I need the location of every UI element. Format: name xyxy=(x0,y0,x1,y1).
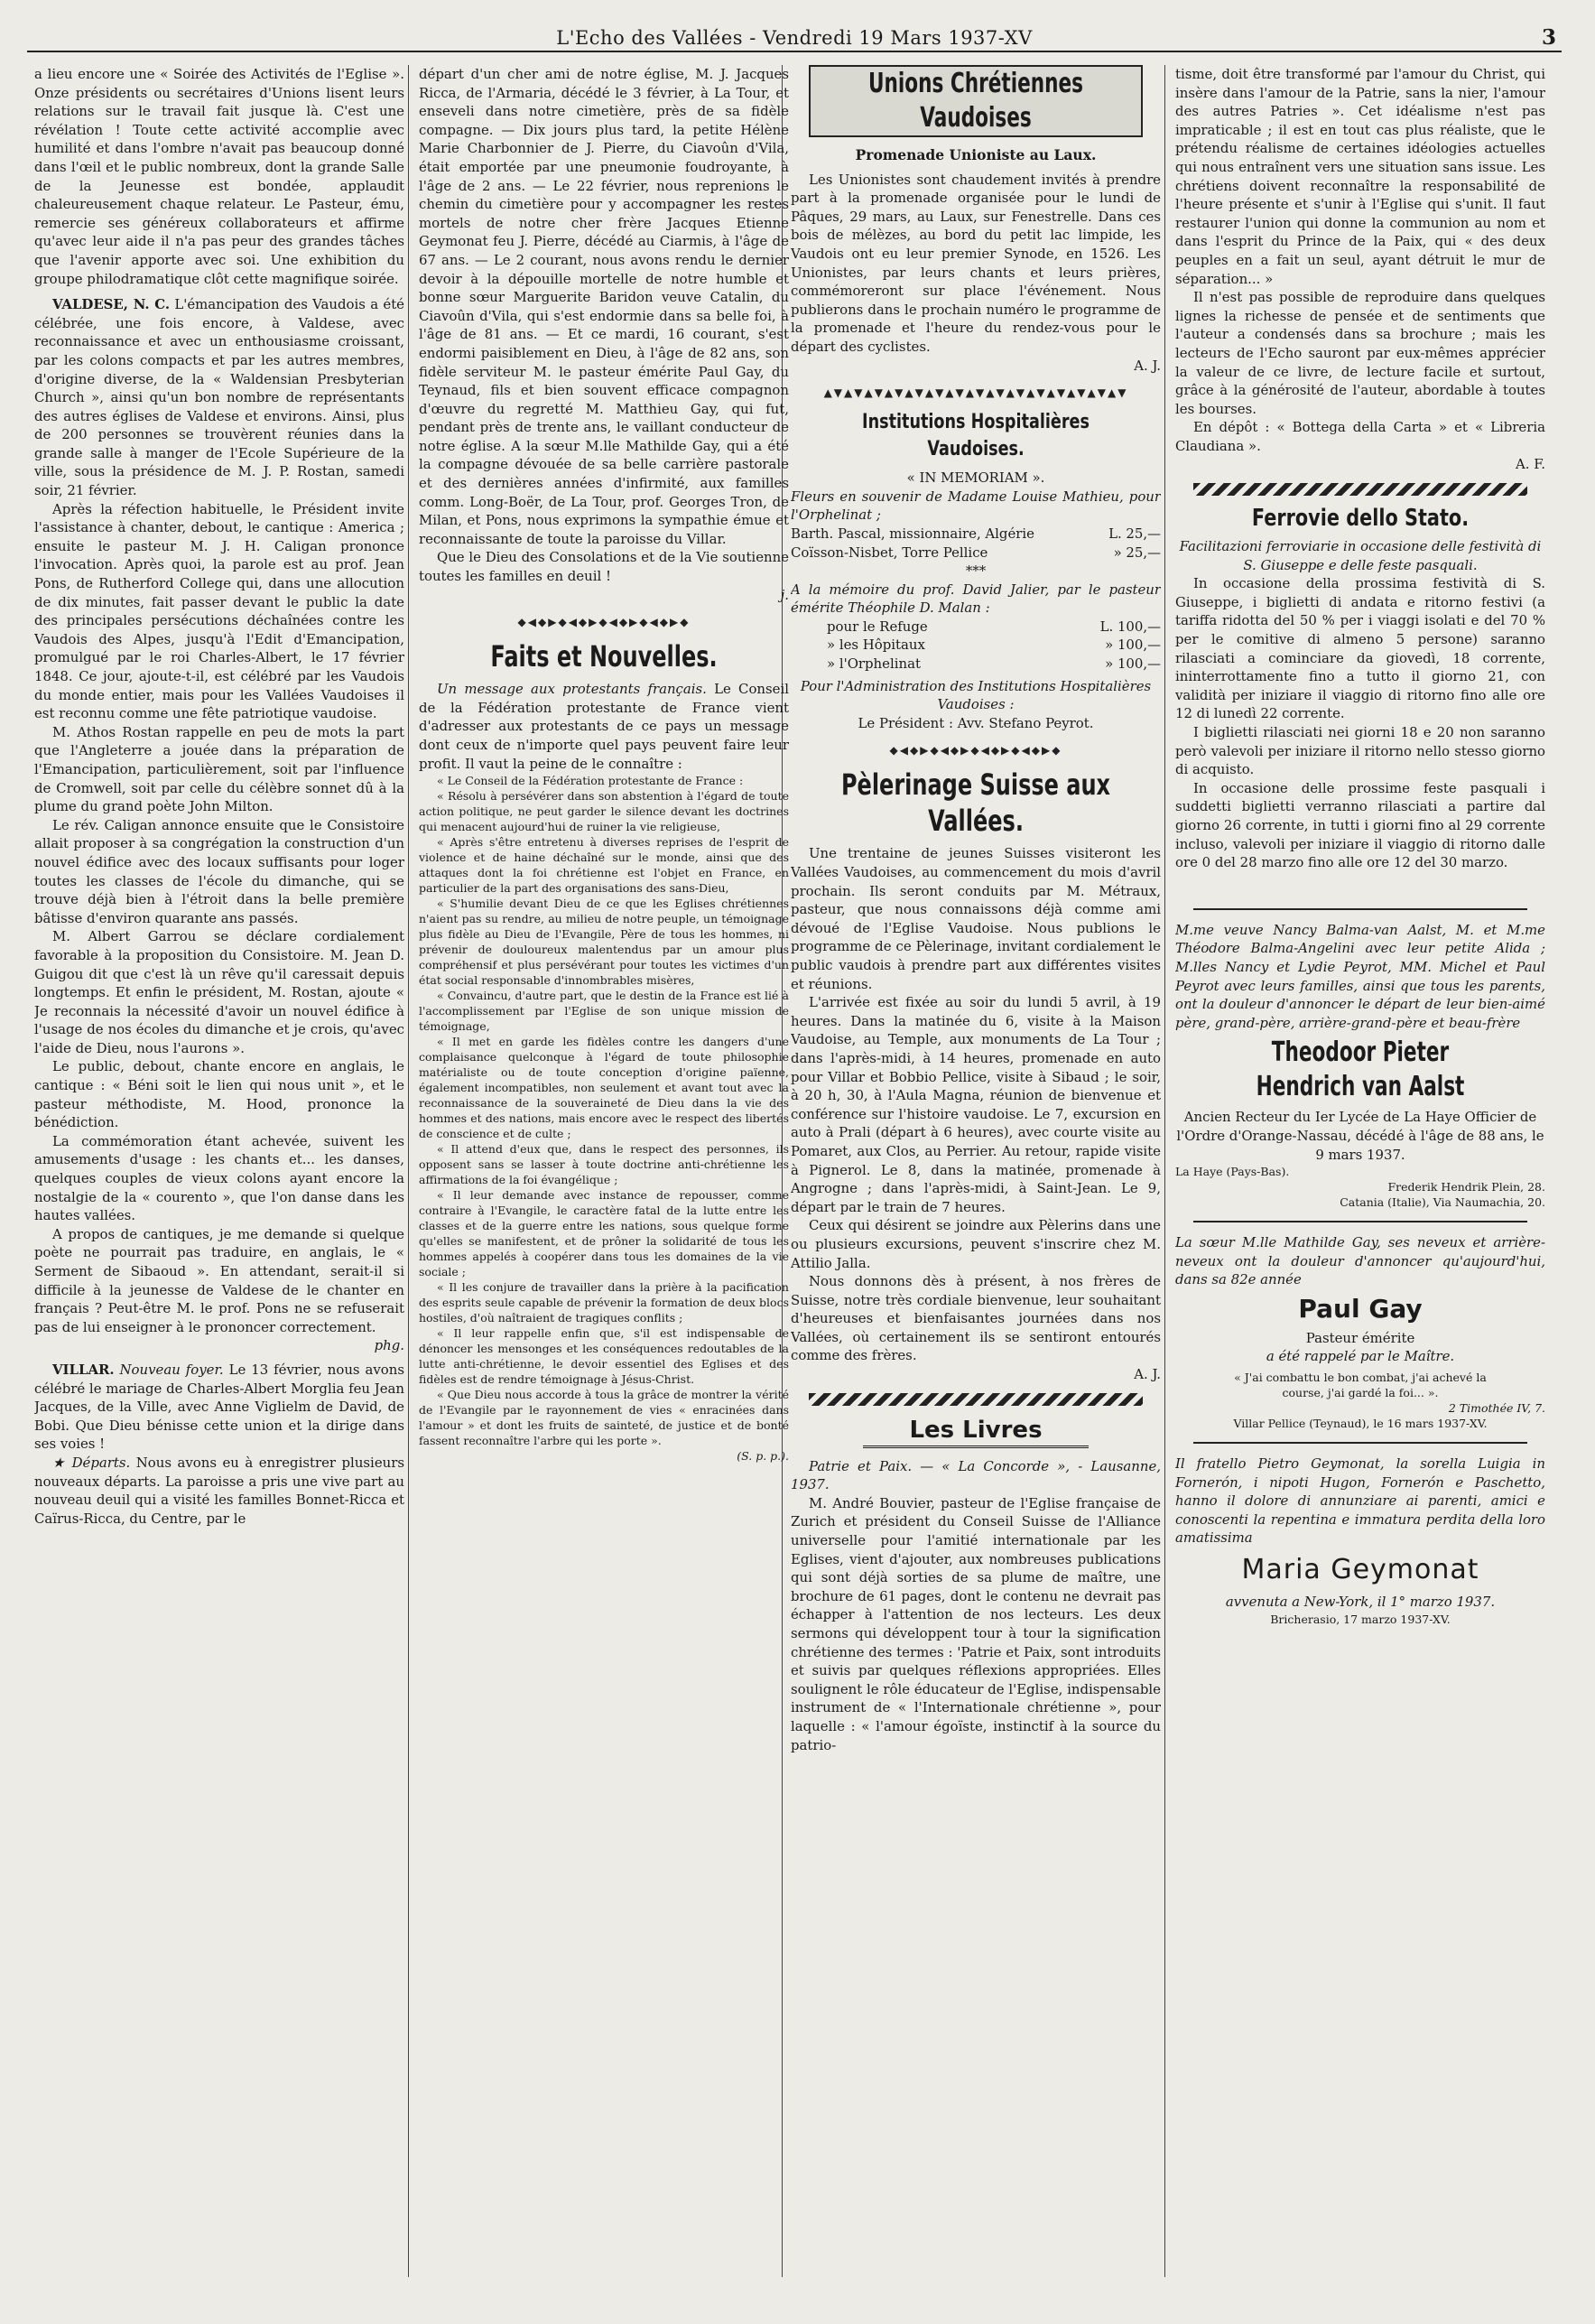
article-paragraph: Que le Dieu des Consolations et de la Vie soutienne toutes les familles en deuil ! xyxy=(419,549,789,585)
section-heading: Faits et Nouvelles. xyxy=(490,639,718,674)
section-subheading: Promenade Unioniste au Laux. xyxy=(855,146,1097,163)
article-paragraph: a lieu encore une « Soirée des Activités de l'Eglise ». Onze présidents ou secrétaires d'Unions lisent leurs relations sur le travail fait jusque là. C'est une révélation ! Toute cette activité accomplie avec humilité et dans l'ombre n'avait pas beaucoup donné dans l'œil et le public nombreux, dont la grande Salle de la Jeunesse est bondée, applaudit chaleureusement chaque relateur. Le Pasteur, ému, remercie ses généreux collaborateurs et affirme qu'avec leur aide il n'a pas peur des grandes tâches que l'avenir apporte avec soi. Une exhibition du groupe philodramatique clôt cette magnifique soirée. xyxy=(34,66,404,287)
article-paragraph: « Il leur rappelle enfin que, s'il est indispensable de dénoncer les mensonges et les conséquences redoutables de la lutte anti-chrétienne, le devoir essentiel des Eglises et des fidèles est de rendre témoignage à Jésus-Christ. xyxy=(419,1326,789,1387)
article-paragraph: M. Athos Rostan rappelle en peu de mots la part que l'Angleterre a jouée dans la préparation de l'Emancipation, particulièrement, soit par l'influence de Cromwell, soit par celle du célèbre sonnet dû à la plume du grand poète John Milton. xyxy=(34,723,404,815)
signature: A. J. xyxy=(1134,357,1161,374)
obituary-name: Maria Geymonat xyxy=(1241,1554,1479,1586)
article-paragraph: Nous donnons dès à présent, à nos frères de Suisse, notre très cordiale bienvenue, leur souhaitant d'heureuses et bienfaisantes journées dans nos Vallées, où certainement ils se sentiront entourés comme des frères. xyxy=(791,1273,1161,1364)
article-paragraph: « Convaincu, d'autre part, que le destin de la France est lié à l'accomplissement par l'Eglise de son unique mission de témoignage, xyxy=(419,989,789,1034)
obituary-address: Catania (Italie), Via Naumachia, 20. xyxy=(1340,1195,1545,1210)
article-paragraph: VILLAR. Nouveau foyer. Le 13 février, nous avons célébré le mariage de Charles-Albert Morglia feu Jean Jacques, de la Ville, avec Anne Viglielm de David, de Bobi. Que Dieu bénisse cette union et la dirige dans ses voies ! xyxy=(34,1361,404,1453)
page-number: 3 xyxy=(1541,25,1556,50)
donation-row: » les Hôpitaux » 100,— xyxy=(827,637,1161,654)
section-heading: Unions Chrétiennes Vaudoises xyxy=(809,65,1143,137)
article-paragraph: En dépôt : « Bottega della Carta » et « Libreria Claudiana ». xyxy=(1175,419,1545,454)
obituary-address: Frederik Hendrik Plein, 28. xyxy=(1387,1180,1545,1195)
signature: phg. xyxy=(374,1337,404,1354)
article-paragraph: « Que Dieu nous accorde à tous la grâce de montrer la vérité de l'Evangile par le rayonnement de vies « enracinées dans l'amour » et dont les fruits de sainteté, de justice et de bonté fassent reconnaître l'arbre qui les porte ». xyxy=(419,1388,789,1448)
column-2 xyxy=(419,65,789,2295)
section-heading: Ferrovie dello Stato. xyxy=(1251,505,1470,533)
subhead: Un message aux protestants français. xyxy=(437,681,707,698)
dateline: VILLAR. xyxy=(52,1361,115,1378)
donation-row: Barth. Pascal, missionnaire, Algérie L. 25,— xyxy=(791,525,1161,542)
obituary-text: La sœur M.lle Mathilde Gay, ses neveux et arrière-neveux ont la douleur d'annoncer qu'aujourd'hui, dans sa 82e année xyxy=(1175,1234,1545,1288)
article-paragraph: VALDESE, N. C. L'émancipation des Vaudois a été célébrée, une fois encore, à Valdese, avec reconnaissance et avec un enthousiasme croissant, par les colons compacts et par les autres membres, d'origine diverse, de la « Waldensian Presbyterian Church », ainsi qu'un bon nombre de représentants des autres églises de Valdese et environs. Ainsi, plus de 200 personnes se trouvèrent réunies dans la grande salle à manger de l'Ecole Supérieure de la ville, sous la présidence de M. J. P. Rostan, samedi soir, 21 février. xyxy=(34,296,404,499)
admin-signature: Le Président : Avv. Stefano Peyrot. xyxy=(858,714,1094,731)
article-paragraph: « Il leur demande avec instance de repousser, comme contraire à l'Evangile, le caractère fatal de la lutte entre les classes et de la guerre entre les nations, sous quelque forme qu'elles se manifestent, et de prôner la solidarité de tous les hommes appelés à coopérer dans tous les domaines de la vie sociale ; xyxy=(419,1188,789,1279)
obituary-verse: « J'ai combattu le bon combat, j'ai achevé la course, j'ai gardé la foi... ». xyxy=(1234,1371,1487,1400)
column-4 xyxy=(1175,65,1545,2295)
article-paragraph: A propos de cantiques, je me demande si quelque poète ne pourrait pas traduire, en anglais, le « Serment de Sibaoud ». En attendant, serait-il si difficile à la jeunesse de Valdese de le chanter en français ? Peut-être M. le prof. Pons ne se refuserait pas de lui enseigner à le prononcer correctement. xyxy=(34,1225,404,1335)
article-paragraph: Le public, debout, chante encore en anglais, le cantique : « Béni soit le lien qui nous unit », et le pasteur méthodiste, M. Hood, prononce la bénédiction. xyxy=(34,1058,404,1131)
article-paragraph: tisme, doit être transformé par l'amour du Christ, qui insère dans l'amour de la Patrie, sans la nier, l'amour des autres Patries ». Cet idéalisme n'est pas impraticable ; il est en tout cas plus réaliste, que le prétendu réalisme de certaines idéologies actuelles qui nous entraînent vers une situation sans issue. Les chrétiens doivent reconnaître la responsabilité de l'heure présente et s'unir à l'Eglise qui s'unit. Il faut restaurer l'union qui donne la communion au nom et dans l'esprit du Prince de la Paix, qui « des deux peuples en a fait un seul, ayant détruit le mur de séparation... » xyxy=(1175,66,1545,287)
column-rule xyxy=(408,65,409,2277)
article-paragraph: Ceux qui désirent se joindre aux Pèlerins dans une ou plusieurs excursions, peuvent s'inscrire chez M. Attilio Jalla. xyxy=(791,1217,1161,1271)
article-paragraph: Fleurs en souvenir de Madame Louise Mathieu, pour l'Orphelinat ; xyxy=(791,488,1161,524)
obituary-text: M.me veuve Nancy Balma-van Aalst, M. et M.me Théodore Balma-Angelini avec leur petite Alida ; M.lles Nancy et Lydie Peyrot, MM. Michel et Paul Peyrot avec leurs familles, ainsi que tous les parents, ont la douleur d'annoncer le départ de leur bien-aimé père, grand-père, arrière-grand-père et beau-frère xyxy=(1175,921,1545,1031)
masthead: L'Echo des Vallées - Vendredi 19 Mars 1937-XV xyxy=(556,27,1033,49)
article-paragraph: Un message aux protestants français. Le Conseil de la Fédération protestante de France vient d'adresser aux protestants de ce pays un message dont ceux de n'importe quel pays peuvent faire leur profit. Il vaut la peine de le connaître : xyxy=(419,681,789,772)
obituary-detail: avvenuta a New-York, il 1° marzo 1937. xyxy=(1225,1594,1496,1611)
signature: (S. p. p.). xyxy=(737,1449,789,1464)
article-paragraph: In occasione della prossima festività di S. Giuseppe, i biglietti di andata e ritorno festivi (a tariffa ridotta del 50 % per i viaggi isolati e del 70 % per le comitive di almeno 5 persone) saranno rilasciati a cominciare da giovedì, 18 corrente, ininterrottamente fino a tutto il giorno 21, con validità per iniziare il viaggio di ritorno fino alle ore 12 di lunedì 22 corrente. xyxy=(1175,575,1545,722)
donation-row: » l'Orphelinat » 100,— xyxy=(827,655,1161,673)
obituary-name: Paul Gay xyxy=(1298,1293,1423,1324)
signature: A. J. xyxy=(1134,1366,1161,1383)
column-3 xyxy=(791,65,1161,2295)
section-subheading: Facilitazioni ferroviarie in occasione delle festività di S. Giuseppe e delle feste pasquali. xyxy=(1179,538,1542,573)
divider xyxy=(1193,1221,1527,1222)
article-paragraph: « Après s'être entretenu à diverses reprises de l'esprit de violence et de haine déchaîné sur le monde, ainsi que des attaques dont la foi chrétienne est l'objet en France, en particulier de la part des organisations des sans-Dieu, xyxy=(419,835,789,896)
obituary-name: Theodoor Pieter Hendrich van Aalst xyxy=(1256,1037,1465,1103)
article-paragraph: « Il met en garde les fidèles contre les dangers d'une complaisance quelconque à l'égard de toute philosophie matérialiste ou de toute conception d'origine païenne, également incompatibles, non seulement et avant tout avec la reconnaissance de la souveraineté de Dieu dans la vie des hommes et des nations, mais encore avec le respect des libertés de conscience et de culte ; xyxy=(419,1035,789,1141)
article-paragraph: La commémoration étant achevée, suivent les amusements d'usage : les chants et... les danses, quelques couples de vieux colons ayant encore la nostalgie de la « courento », que l'on danse dans les hautes vallées. xyxy=(34,1132,404,1224)
obituary-detail: Pasteur émérite xyxy=(1305,1329,1415,1346)
article-paragraph: départ d'un cher ami de notre église, M. J. Jacques Ricca, de l'Armaria, décédé le 3 février, à La Tour, et enseveli dans notre cimetière, près de sa fidèle compagne. — Dix jours plus tard, la petite Hélène Marie Charbonnier de J. Pierre, du Ciavoûn d'Vila, était emportée par une pneumonie foudroyante, à l'âge de 2 ans. — Le 22 février, nous reprenions le chemin du cimetière pour y accompagner les restes mortels de notre cher frère Jacques Etienne Geymonat feu J. Pierre, décédé au Ciarmis, à l'âge de 67 ans. — Le 2 courant, nous avons rendu le dernier devoir à la dépouille mortelle de notre humble et bonne sœur Marguerite Baridon veuve Catalin, du Ciavoûn d'Vila, qui s'est endormie dans sa belle foi, à l'âge de 81 ans. — Et ce mardi, 16 courant, s'est endormi paisiblement en Dieu, à l'âge de 82 ans, son fidèle serviteur M. le pasteur émérite Paul Gay, du Teynaud, fils et bien souvent efficace compagnon d'œuvre du regretté M. Matthieu Gay, qui fut, pendant près de trente ans, le vaillant conducteur de notre église. A la sœur M.lle Mathilde Gay, qui a été la compagne dévouée de sa belle carrière pastorale et des dernières années d'infirmité, aux familles comm. Long-Boër, de La Tour, prof. Georges Tron, de Milan, et Pons, nous exprimons la sympathie émue et reconnaissante de toute la paroisse du Villar. xyxy=(419,66,789,547)
article-paragraph: L'arrivée est fixée au soir du lundi 5 avril, à 19 heures. Dans la matinée du 6, visite à la Maison Vaudoise, au Temple, aux monuments de La Tour ; dans l'après-midi, à 14 heures, promenade en auto pour Villar et Bobbio Pellice, visite à Sibaud ; le soir, à 20 h, 30, à l'Aula Magna, réunion de bienvenue et conférence sur l'histoire vaudoise. Le 7, excursion en auto à Prali (départ à 6 heures), avec courte visite au Pomaret, aux Clos, au Perrier. Au retour, rapide visite à Pignerol. Le 8, dans la matinée, promenade à Angrogne ; dans l'après-midi, à Saint-Jean. Le 9, départ par le train de 7 heures. xyxy=(791,994,1161,1215)
section-heading: Les Livres xyxy=(863,1415,1089,1448)
obituary-detail: Ancien Recteur du Ier Lycée de La Haye Officier de l'Ordre d'Orange-Nassau, décédé à l'âge de 88 ans, le 9 mars 1937. xyxy=(1176,1109,1544,1163)
separator-stars: *** xyxy=(965,562,987,580)
obituary-place: Villar Pellice (Teynaud), le 16 mars 1937-XV. xyxy=(1233,1417,1488,1431)
ornament-divider: ◆◀◆▶◆◀◆▶◆◀◆▶◆◀◆▶◆ xyxy=(889,744,1062,758)
section-heading: Institutions Hospitalières Vaudoises. xyxy=(862,411,1090,461)
column-rule xyxy=(1164,65,1165,2277)
article-paragraph: M. Albert Garrou se déclare cordialement favorable à la proposition du Consistoire. M. Jean D. Guigou dit que c'est là un rêve qu'il caressait depuis longtemps. Et enfin le président, M. Rostan, ajoute « Je reconnais la nécessité d'avoir un nouvel édifice à l'usage de nos écoles du dimanche et je crois, qu'avec l'aide de Dieu, nous l'aurons ». xyxy=(34,928,404,1056)
ornament-divider xyxy=(809,1393,1143,1406)
ornament-divider xyxy=(1193,483,1527,496)
ornament-divider: ◆◀◆▶◆◀◆▶◆◀◆▶◆◀◆▶◆ xyxy=(517,616,691,629)
article-paragraph: « Il les conjure de travailler dans la prière à la pacification des esprits seule capable de prévenir la formation de deux blocs hostiles, d'où naîtraient de tragiques conflits ; xyxy=(419,1280,789,1325)
dateline: VALDESE, N. C. xyxy=(52,296,171,313)
article-paragraph: Après la réfection habituelle, le Président invite l'assistance à chanter, debout, le cantique : America ; ensuite le pasteur M. J. H. Caligan prononce l'invocation. Après quoi, la parole est au prof. Jean Pons, de Rutherford College qui, dans une allocution de dix minutes, fait passer devant le public la date des principales persécutions déchaînées contre les Vaudois des Alpes, jusqu'à l'Edit d'Emancipation, promulgué par le roi Charles-Albert, le 17 février 1848. Ce jour, ajoute-t-il, est célébré par les Vaudois du monde entier, mais pour les Vallées Vaudoises il est reconnu comme une fête patriotique vaudoise. xyxy=(34,500,404,722)
article-paragraph: Il n'est pas possible de reproduire dans quelques lignes la richesse de pensée et de sentiments que l'auteur a condensés dans sa brochure ; mais les lecteurs de l'Echo sauront par eux-mêmes apprécier la valeur de ce livre, de lecture facile et surtout, grâce à la générosité de l'auteur, abordable à toutes les bourses. xyxy=(1175,289,1545,417)
article-paragraph: In occasione delle prossime feste pasquali i suddetti biglietti verranno rilasciati a partire dal giorno 26 corrente, in tutti i giorni fino al 29 corrente incluso, valevoli per iniziare il viaggio di ritorno dalle ore 0 del 28 marzo fino alle ore 12 del 30 marzo. xyxy=(1175,779,1545,871)
article-paragraph: « S'humilie devant Dieu de ce que les Eglises chrétiennes n'aient pas su rendre, au milieu de notre peuple, un témoignage plus fidèle au Dieu de l'Evangile, Père de tous les hommes, ni prévenir de douloureux malentendus par un amour plus compréhensif et plus persévérant pour toutes les victimes d'un état social responsable d'innombrables misères, xyxy=(419,897,789,988)
obituary-verse-ref: 2 Timothée IV, 7. xyxy=(1448,1401,1545,1416)
divider xyxy=(1193,908,1527,910)
article-paragraph: Le rév. Caligan annonce ensuite que le Consistoire allait proposer à sa congrégation la construction d'un nouvel édifice avec des locaux suffisants pour loger toutes les classes de l'école du dimanche, qui se trouve déjà bien à l'étroit dans la belle première bâtisse d'environ quarante ans passés. xyxy=(34,816,404,926)
ornament-divider: ▲▼▲▼▲▼▲▼▲▼▲▼▲▼▲▼▲▼▲▼▲▼▲▼▲▼▲▼▲▼ xyxy=(823,386,1128,400)
article-paragraph: ★ Départs. Nous avons eu à enregistrer plusieurs nouveaux départs. La paroisse a pris une vive part au nouveau deuil qui a visité les familles Bonnet-Ricca et Caïrus-Ricca, du Centre, par le xyxy=(34,1454,404,1527)
article-paragraph: A la mémoire du prof. David Jalier, par le pasteur émérite Théophile D. Malan : xyxy=(791,581,1161,617)
column-1 xyxy=(34,65,404,2295)
article-paragraph: I biglietti rilasciati nei giorni 18 e 20 non saranno però valevoli per iniziare il ritorno nello stesso giorno di acquisto. xyxy=(1175,724,1545,778)
divider xyxy=(1193,1442,1527,1444)
section-heading: Pèlerinage Suisse aux Vallées. xyxy=(840,767,1111,839)
signature: A. F. xyxy=(1516,456,1545,473)
article-paragraph: Les Unionistes sont chaudement invités à prendre part à la promenade organisée pour le lundi de Pâques, 29 mars, au Laux, sur Fenestrelle. Dans ces bois de mélèzes, au bord du petit lac limpide, les Vaudois ont eu leur premier Synode, en 1526. Les Unionistes, par leurs chants et leurs prières, commémoreront sur place l'événement. Nous publierons dans le prochain numéro le programme de la promenade et l'heure du rendez-vous pour le départ des cyclistes. xyxy=(791,171,1161,355)
page-header xyxy=(27,27,1562,52)
article-paragraph: Une trentaine de jeunes Suisses visiteront les Vallées Vaudoises, au commencement du mois d'avril prochain. Ils seront conduits par M. Métraux, pasteur, que nous connaissons déjà comme ami dévoué de l'Eglise Vaudoise. Nous publions le programme de ce Pèlerinage, invitant cordialement le public vaudois à prendre part aux différentes visites et réunions. xyxy=(791,845,1161,992)
obituary-place: Bricherasio, 17 marzo 1937-XV. xyxy=(1270,1612,1451,1626)
section-subheading: « IN MEMORIAM ». xyxy=(906,469,1045,487)
subhead: ★ Départs. xyxy=(52,1454,131,1471)
article-paragraph: « Le Conseil de la Fédération protestante de France : xyxy=(437,774,744,788)
admin-note: Pour l'Administration des Institutions Hospitalières Vaudoises : xyxy=(800,677,1152,713)
signature: j. xyxy=(780,586,789,603)
book-reference: Patrie et Paix. — « La Concorde », - Lausanne, 1937. xyxy=(791,1457,1161,1493)
donation-row: Coïsson-Nisbet, Torre Pellice » 25,— xyxy=(791,544,1161,561)
obituary-detail: a été rappelé par le Maître. xyxy=(1266,1348,1455,1365)
article-paragraph: M. André Bouvier, pasteur de l'Eglise française de Zurich et président du Conseil Suisse de l'Alliance universelle pour l'amitié internationale par les Eglises, vient d'ajouter, aux nombreuses publications qui sont déjà sorties de sa plume de maître, une brochure de 61 pages, dont le contenu ne devrait pas échapper à l'attention de nos lecteurs. Les deux sermons qui développent tour à tour la signification chrétienne des termes : 'Patrie et Paix, sont introduits et suivis par quelques réflexions appropriées. Elles soulignent le rôle éducateur de l'Eglise, indispensable instrument de « l'Internationale chrétienne », pour laquelle : « l'amour égoïste, instinctif à la source du patrio- xyxy=(791,1494,1161,1753)
obituary-address: La Haye (Pays-Bas). xyxy=(1175,1165,1290,1179)
article-paragraph: « Il attend d'eux que, dans le respect des personnes, ils opposent sans se lasser à toute doctrine anti-chrétienne les affirmations de la foi évangélique ; xyxy=(419,1142,789,1187)
article-paragraph: « Résolu à persévérer dans son abstention à l'égard de toute action politique, ne peut garder le silence devant les doctrines qui menacent aujourd'hui de ruiner la vie religieuse, xyxy=(419,789,789,834)
donation-row: pour le Refuge L. 100,— xyxy=(827,618,1161,635)
obituary-text: Il fratello Pietro Geymonat, la sorella Luigia in Fornerón, i nipoti Hugon, Fornerón e Paschetto, hanno il dolore di annunziare ai parenti, amici e conoscenti la repentina e immatura perdita della loro amatissima xyxy=(1175,1455,1545,1547)
